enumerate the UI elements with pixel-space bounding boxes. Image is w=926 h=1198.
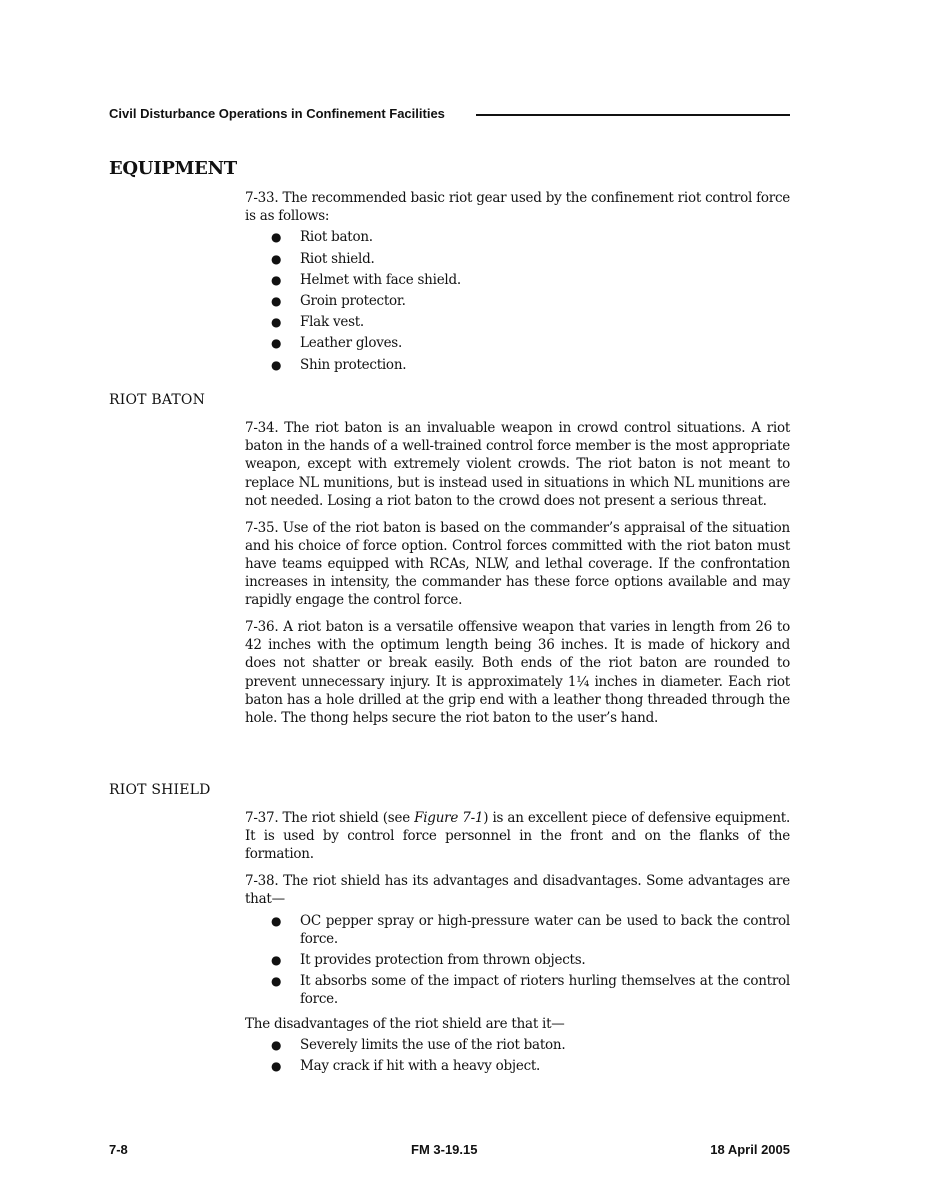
bullet-icon: ● bbox=[271, 974, 282, 989]
list-item: ● Flak vest. bbox=[271, 314, 364, 331]
bullet-icon: ● bbox=[271, 272, 282, 287]
riot-shield-block bbox=[245, 809, 790, 1078]
running-header-title: Civil Disturbance Operations in Confinement Facilities bbox=[109, 106, 445, 121]
riot-baton-block bbox=[245, 419, 790, 736]
section-heading-riot-shield: RIOT SHIELD bbox=[109, 782, 211, 798]
bullet-icon: ● bbox=[271, 1058, 282, 1073]
riot-gear-list bbox=[245, 228, 790, 373]
paragraph-7-34: 7-34. The riot baton is an invaluable weapon in crowd control situations. A riot baton in the hands of a well-trained control force member is the most appropriate weapon, except with extremely violent crowds. The riot baton is not meant to replace NL munitions, but is instead used in situations in which NL munitions are not needed. Losing a riot baton to the crowd does not present a serious threat. bbox=[245, 420, 790, 509]
paragraph-7-33: 7-33. The recommended basic riot gear used by the confinement riot control force is as follows: bbox=[245, 190, 790, 225]
list-item: ● Leather gloves. bbox=[271, 335, 403, 352]
paragraph-7-36: 7-36. A riot baton is a versatile offensive weapon that varies in length from 26 to 42 inches with the optimum length being 36 inches. It is made of hickory and does not shatter or break easily. Both ends of the riot baton are rounded to prevent unnecessary injury. It is approximately 1¼ inches in diameter. Each riot baton has a hole drilled at the grip end with a leather thong threaded through the hole. The thong helps secure the riot baton to the user’s hand. bbox=[245, 619, 790, 727]
bullet-icon: ● bbox=[271, 294, 282, 309]
list-item: ● Shin protection. bbox=[271, 356, 407, 373]
bullet-icon: ● bbox=[271, 1037, 282, 1052]
advantages-list bbox=[245, 912, 790, 1009]
bullet-icon: ● bbox=[271, 315, 282, 330]
bullet-icon: ● bbox=[271, 251, 282, 266]
section-heading-equipment: EQUIPMENT bbox=[109, 158, 237, 179]
list-item: ● It provides protection from thrown objects. bbox=[271, 951, 586, 968]
figure-reference: Figure 7-1 bbox=[414, 810, 484, 826]
paragraph-7-38: 7-38. The riot shield has its advantages and disadvantages. Some advantages are that— bbox=[245, 873, 790, 908]
footer-page-number: 7-8 bbox=[109, 1142, 128, 1157]
list-item: ● Helmet with face shield. bbox=[271, 271, 461, 288]
paragraph-7-35: 7-35. Use of the riot baton is based on the commander’s appraisal of the situation and his choice of force option. Control forces committed with the riot baton must have teams equipped with RCAs, NLW, and lethal coverage. If the confrontation increases in intensity, the commander has these force options available and may rapidly engage the control force. bbox=[245, 519, 790, 609]
paragraph-7-37: 7-37. The riot shield (see Figure 7-1) is an excellent piece of defensive equipment. It is used by control force personnel in the front and on the flanks of the formation. bbox=[245, 810, 790, 863]
running-header bbox=[109, 106, 790, 124]
bullet-icon: ● bbox=[271, 952, 282, 967]
list-item: ● Severely limits the use of the riot baton. bbox=[271, 1036, 566, 1053]
bullet-icon: ● bbox=[271, 913, 282, 928]
section-heading-riot-baton: RIOT BATON bbox=[109, 392, 206, 408]
bullet-icon: ● bbox=[271, 336, 282, 351]
header-rule bbox=[476, 114, 790, 116]
disadvantages-intro: The disadvantages of the riot shield are that it— bbox=[245, 1015, 565, 1032]
bullet-icon: ● bbox=[271, 357, 282, 372]
footer-date: 18 April 2005 bbox=[710, 1142, 790, 1157]
list-item: ● OC pepper spray or high-pressure water can be used to back the control force. bbox=[271, 912, 790, 947]
list-item: ● Groin protector. bbox=[271, 293, 406, 310]
equipment-block bbox=[245, 189, 790, 377]
bullet-icon: ● bbox=[271, 230, 282, 245]
list-item: ● May crack if hit with a heavy object. bbox=[271, 1057, 541, 1074]
list-item: ● Riot shield. bbox=[271, 250, 375, 267]
list-item: ● It absorbs some of the impact of rioters hurling themselves at the control force. bbox=[271, 973, 790, 1008]
list-item: ● Riot baton. bbox=[271, 229, 373, 246]
disadvantages-list bbox=[245, 1036, 790, 1075]
footer-document-id: FM 3-19.15 bbox=[411, 1142, 478, 1157]
